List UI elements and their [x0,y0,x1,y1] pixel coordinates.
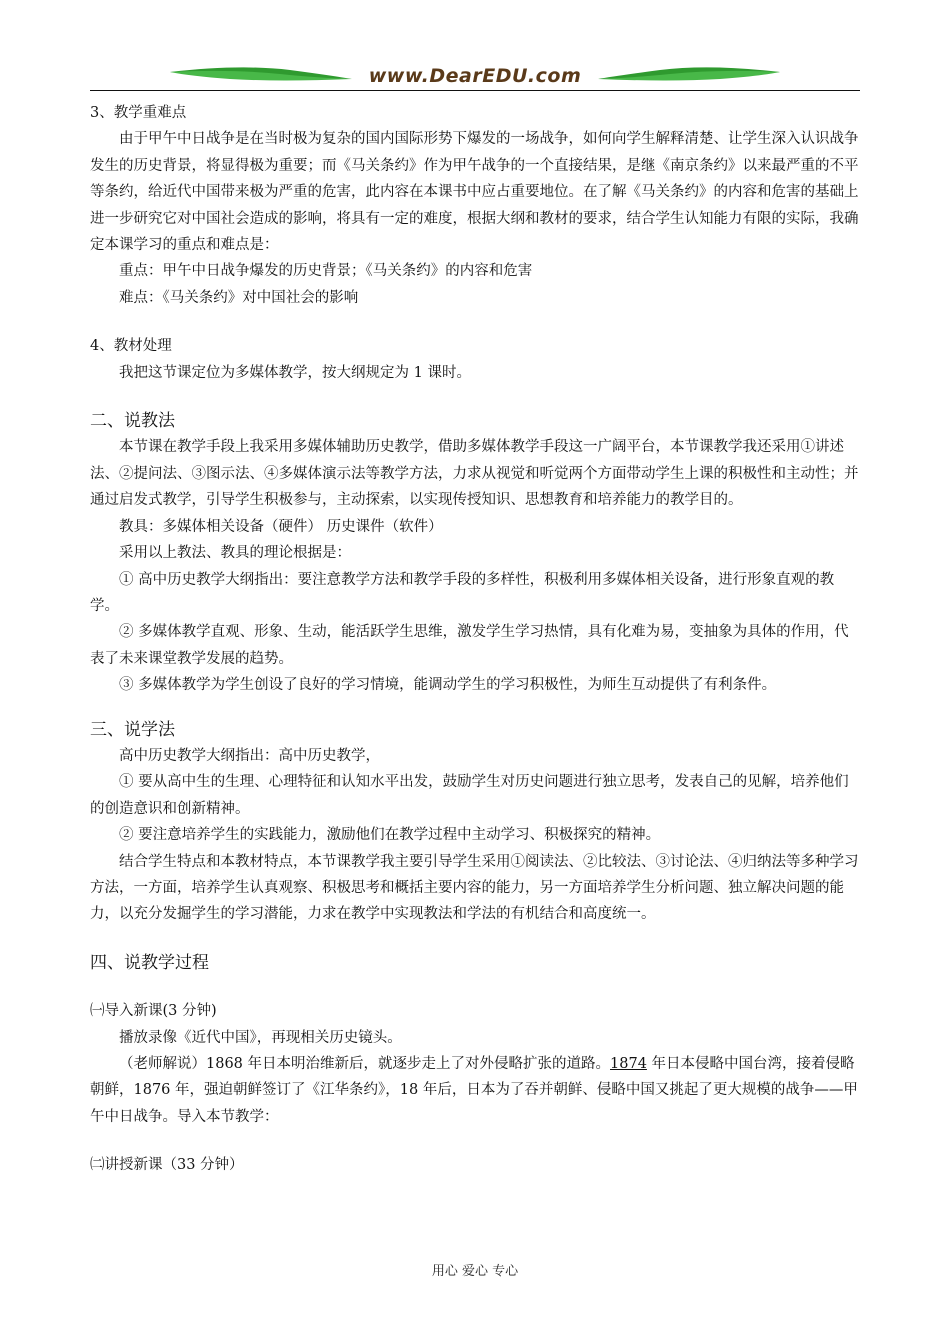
learning-intro-line: 高中历史教学大纲指出：高中历史教学， [119,747,380,764]
difficult-point-line: 难点：《马关条约》对中国社会的影响 [119,289,359,306]
narration-part-b: 年日本侵略中国台湾，接着侵略朝鲜，1876 年，强迫朝鲜签订了《江华条约》，18 年后，日本为了吞并朝鲜、侵略中国又挑起了更大规模的战争——甲午中日战争。导入本节教学： [90,1056,858,1125]
key-points-paragraph: 由于甲午中日战争是在当时极为复杂的国内国际形势下爆发的一场战争，如何向学生解释清楚、让学生深入认识战争发生的历史背景，将显得极为重要；而《马关条约》作为甲午战争的一个直接结果，是继《南京条约》以来最严重的不平等条约，给近代中国带来极为严重的危害，此内容在本课书中应占重要地位。在了解《马关条约》的内容和危害的基础上进一步研究它对中国社会造成的影响，将具有一定的难度，根据大纲和教材的要求，结合学生认知能力有限的实际，我确定本课学习的重点和难点是： [90,131,859,254]
heading-learning-method: 三、说学法 [90,719,175,740]
header-divider [90,90,860,91]
list-item: ① 要从高中生的生理、心理特征和认知水平出发，鼓励学生对历史问题进行独立思考，发表自己的见解，培养他们的创造意识和创新精神。 [90,774,849,817]
step-new-lesson: ㈡讲授新课（33 分钟） [90,1157,244,1174]
step-intro-lesson: ㈠导入新课(3 分钟) [90,1003,217,1020]
narration-paragraph [90,1051,862,1130]
teaching-tools-line: 教具：多媒体相关设备（硬件） 历史课件（软件） [119,518,443,535]
page-footer: 用心 爱心 专心 [431,1264,519,1279]
list-item: ③ 多媒体教学为学生创设了良好的学习情境，能调动学生的学习积极性，为师生互动提供了有利条件。 [119,677,777,694]
video-line: 播放录像《近代中国》，再现相关历史镜头。 [119,1029,402,1046]
heading-teaching-method: 二、说教法 [90,411,175,432]
list-item: ① 高中历史教学大纲指出：要注意教学方法和教学手段的多样性，积极利用多媒体相关设备，进行形象直观的教学。 [90,571,835,614]
section-title-key-points: 3、教学重难点 [90,105,187,121]
list-item: ② 多媒体教学直观、形象、生动，能活跃学生思维，激发学生学习热情，具有化难为易，变抽象为具体的作用，代表了未来课堂教学发展的趋势。 [90,624,849,667]
site-header-banner [90,62,860,92]
list-item: ② 要注意培养学生的实践能力，激励他们在教学过程中主动学习、积极探究的精神。 [119,827,661,844]
teaching-method-paragraph: 本节课在教学手段上我采用多媒体辅助历史教学，借助多媒体教学手段这一广阔平台，本节课教学我还采用①讲述法、②提问法、③图示法、④多媒体演示法等教学方法，力求从视觉和听觉两个方面带动学生上课的积极性和主动性；并通过启发式教学，引导学生积极参与，主动探索，以实现传授知识、思想教育和培养能力的教学目的。 [90,439,859,509]
underlined-year: 1874 [610,1056,647,1072]
material-paragraph: 我把这节课定位为多媒体教学，按大纲规定为 1 课时。 [119,364,471,381]
heading-teaching-process: 四、说教学过程 [90,952,209,973]
document-body [90,100,862,1179]
narration-part-a: （老师解说）1868 年日本明治维新后，就逐步走上了对外侵略扩张的道路。 [119,1056,611,1072]
theory-basis-line: 采用以上教法、教具的理论根据是： [119,545,351,562]
learning-method-paragraph: 结合学生特点和本教材特点，本节课教学我主要引导学生采用①阅读法、②比较法、③讨论法、④归纳法等多种学习方法，一方面，培养学生认真观察、积极思考和概括主要内容的能力，另一方面培养学生分析问题、独立解决问题的能力，以充分发掘学生的学习潜能，力求在教学中实现教法和学法的有机结合和高度统一。 [90,853,859,923]
key-point-line: 重点：甲午中日战争爆发的历史背景；《马关条约》的内容和危害 [119,263,533,280]
section-title-material: 4、教材处理 [90,338,172,355]
site-logo-text: www.DearEDU.com [368,65,582,87]
